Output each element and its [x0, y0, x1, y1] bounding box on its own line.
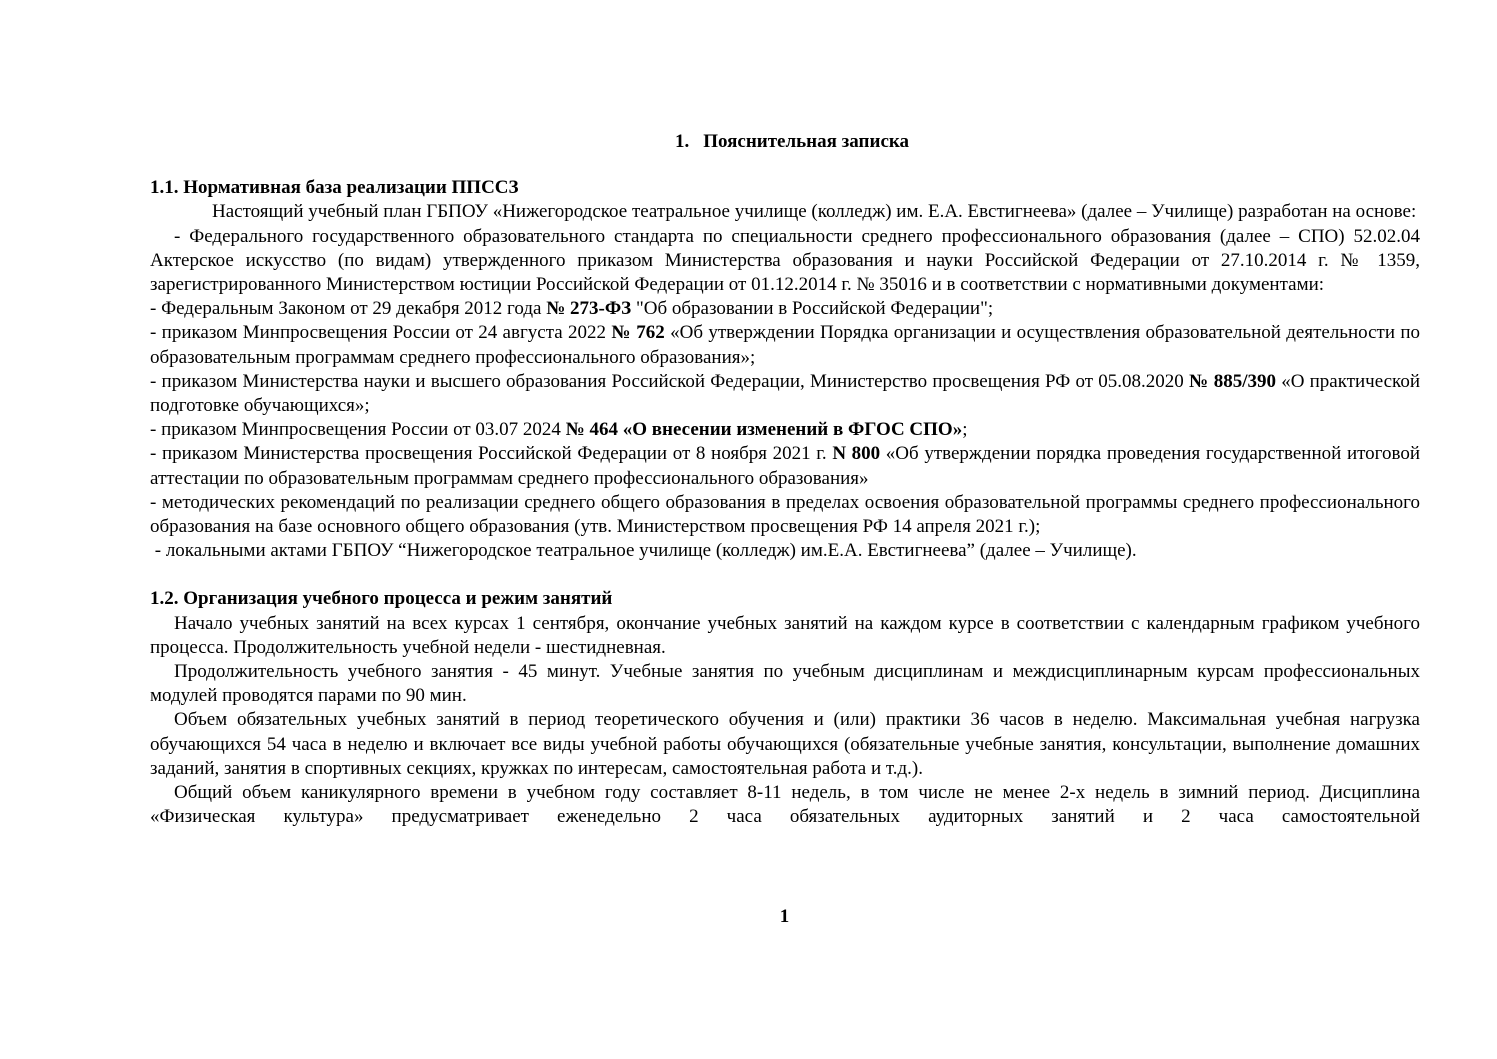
order-762-text: - приказом Минпросвещения России от 24 августа 2022: [150, 322, 612, 344]
order-464-item: [150, 418, 1420, 442]
local-acts-item: - локальными актами ГБПОУ “Нижегородское театральное училище (колледж) им.Е.А. Евстигнеева” (далее – Училище).: [150, 540, 1137, 562]
order-464-end: ;: [962, 419, 968, 441]
page-title: [150, 130, 1420, 154]
fgos-paragraph: - Федерального государственного образовательного стандарта по специальности среднего профессионального образования (далее – СПО) 52.02.04 Актерское искусство (по видам) утвержденного приказом Министерства образования и науки Российской Федерации от 27.10.2014 г. № 1359, зарегистрированного Министерством юстиции Российской Федерации от 01.12.2014 г. № 35016 и в соответствии с нормативными документами:: [150, 225, 1420, 296]
order-464-text: - приказом Минпросвещения России от 03.07 2024: [150, 419, 566, 441]
order-800-item: [150, 442, 1420, 490]
methodical-item: - методических рекомендаций по реализации среднего общего образования в пределах освоения образовательной программы среднего профессионального образования на базе основного общего образования (утв. Министерством просвещения РФ 14 апреля 2021 г.);: [150, 491, 1420, 538]
title-number: 1.: [674, 131, 690, 152]
order-800-text: - приказом Министерства просвещения Российской Федерации от 8 ноября 2021 г.: [150, 443, 833, 465]
order-800-title: «Об утверждении порядка проведения государственной итоговой аттестации по образовательным программам среднего профессионального образования»: [150, 443, 1420, 489]
law-273-item: [150, 297, 1420, 321]
order-762-title: «Об утверждении Порядка организации и осуществления образовательной деятельности по образовательным программам среднего профессионального образования»;: [150, 322, 1421, 368]
vacation-paragraph: Общий объем каникулярного времени в учебном году составляет 8-11 недель, в том числе не менее 2-х недель в зимний период. Дисциплина «Физическая культура» предусматривает еженедельно 2 часа обязательных аудиторных занятий и 2 часа самостоятельной: [150, 782, 1420, 828]
order-800-number: N 800: [832, 443, 881, 465]
law-273-title: "Об образовании в Российской Федерации";: [631, 298, 994, 320]
order-762-number: № 762: [611, 322, 665, 344]
intro-paragraph: Настоящий учебный план ГБПОУ «Нижегородское театральное училище (колледж) им. Е.А. Евстигнеева» (далее – Училище) разработан на основе:: [212, 201, 1417, 223]
order-885-item: [150, 370, 1420, 418]
section-heading-1-1: 1.1. Нормативная база реализации ППССЗ: [150, 177, 519, 199]
title-text: Пояснительная записка: [703, 131, 910, 152]
order-762-item: [150, 321, 1420, 369]
lesson-duration-paragraph: Продолжительность учебного занятия - 45 минут. Учебные занятия по учебным дисциплинам и междисциплинарным курсам профессиональных модулей проводятся парами по 90 мин.: [150, 661, 1420, 707]
section-heading-1-2: 1.2. Организация учебного процесса и режим занятий: [150, 588, 613, 610]
order-885-number: № 885/390: [1188, 370, 1276, 392]
law-273-text: - Федеральным Законом от 29 декабря 2012 года: [150, 298, 547, 320]
document-page: [150, 130, 1420, 829]
law-273-number: № 273-ФЗ: [546, 298, 632, 320]
workload-paragraph: Объем обязательных учебных занятий в период теоретического обучения и (или) практики 36 часов в неделю. Максимальная учебная нагрузка обучающихся 54 часа в неделю и включает все виды учебной работы обучающихся (обязательные учебные занятия, консультации, выполнение домашних заданий, занятия в спортивных секциях, кружках по интересам, самостоятельная работа и т.д.).: [150, 709, 1420, 779]
order-885-title: «О практической подготовке обучающихся»;: [150, 370, 1420, 417]
section-gap: [150, 563, 1420, 587]
schedule-paragraph: Начало учебных занятий на всех курсах 1 сентября, окончание учебных занятий на каждом курсе в соответствии с календарным графиком учебного процесса. Продолжительность учебной недели - шестидневная.: [150, 612, 1420, 658]
page-number: 1: [779, 906, 790, 927]
order-885-text: - приказом Министерства науки и высшего образования Российской Федерации, Министерство просвещения РФ от 05.08.2020: [150, 370, 1189, 392]
order-464-number: № 464 «О внесении изменений в ФГОС СПО»: [565, 419, 963, 441]
